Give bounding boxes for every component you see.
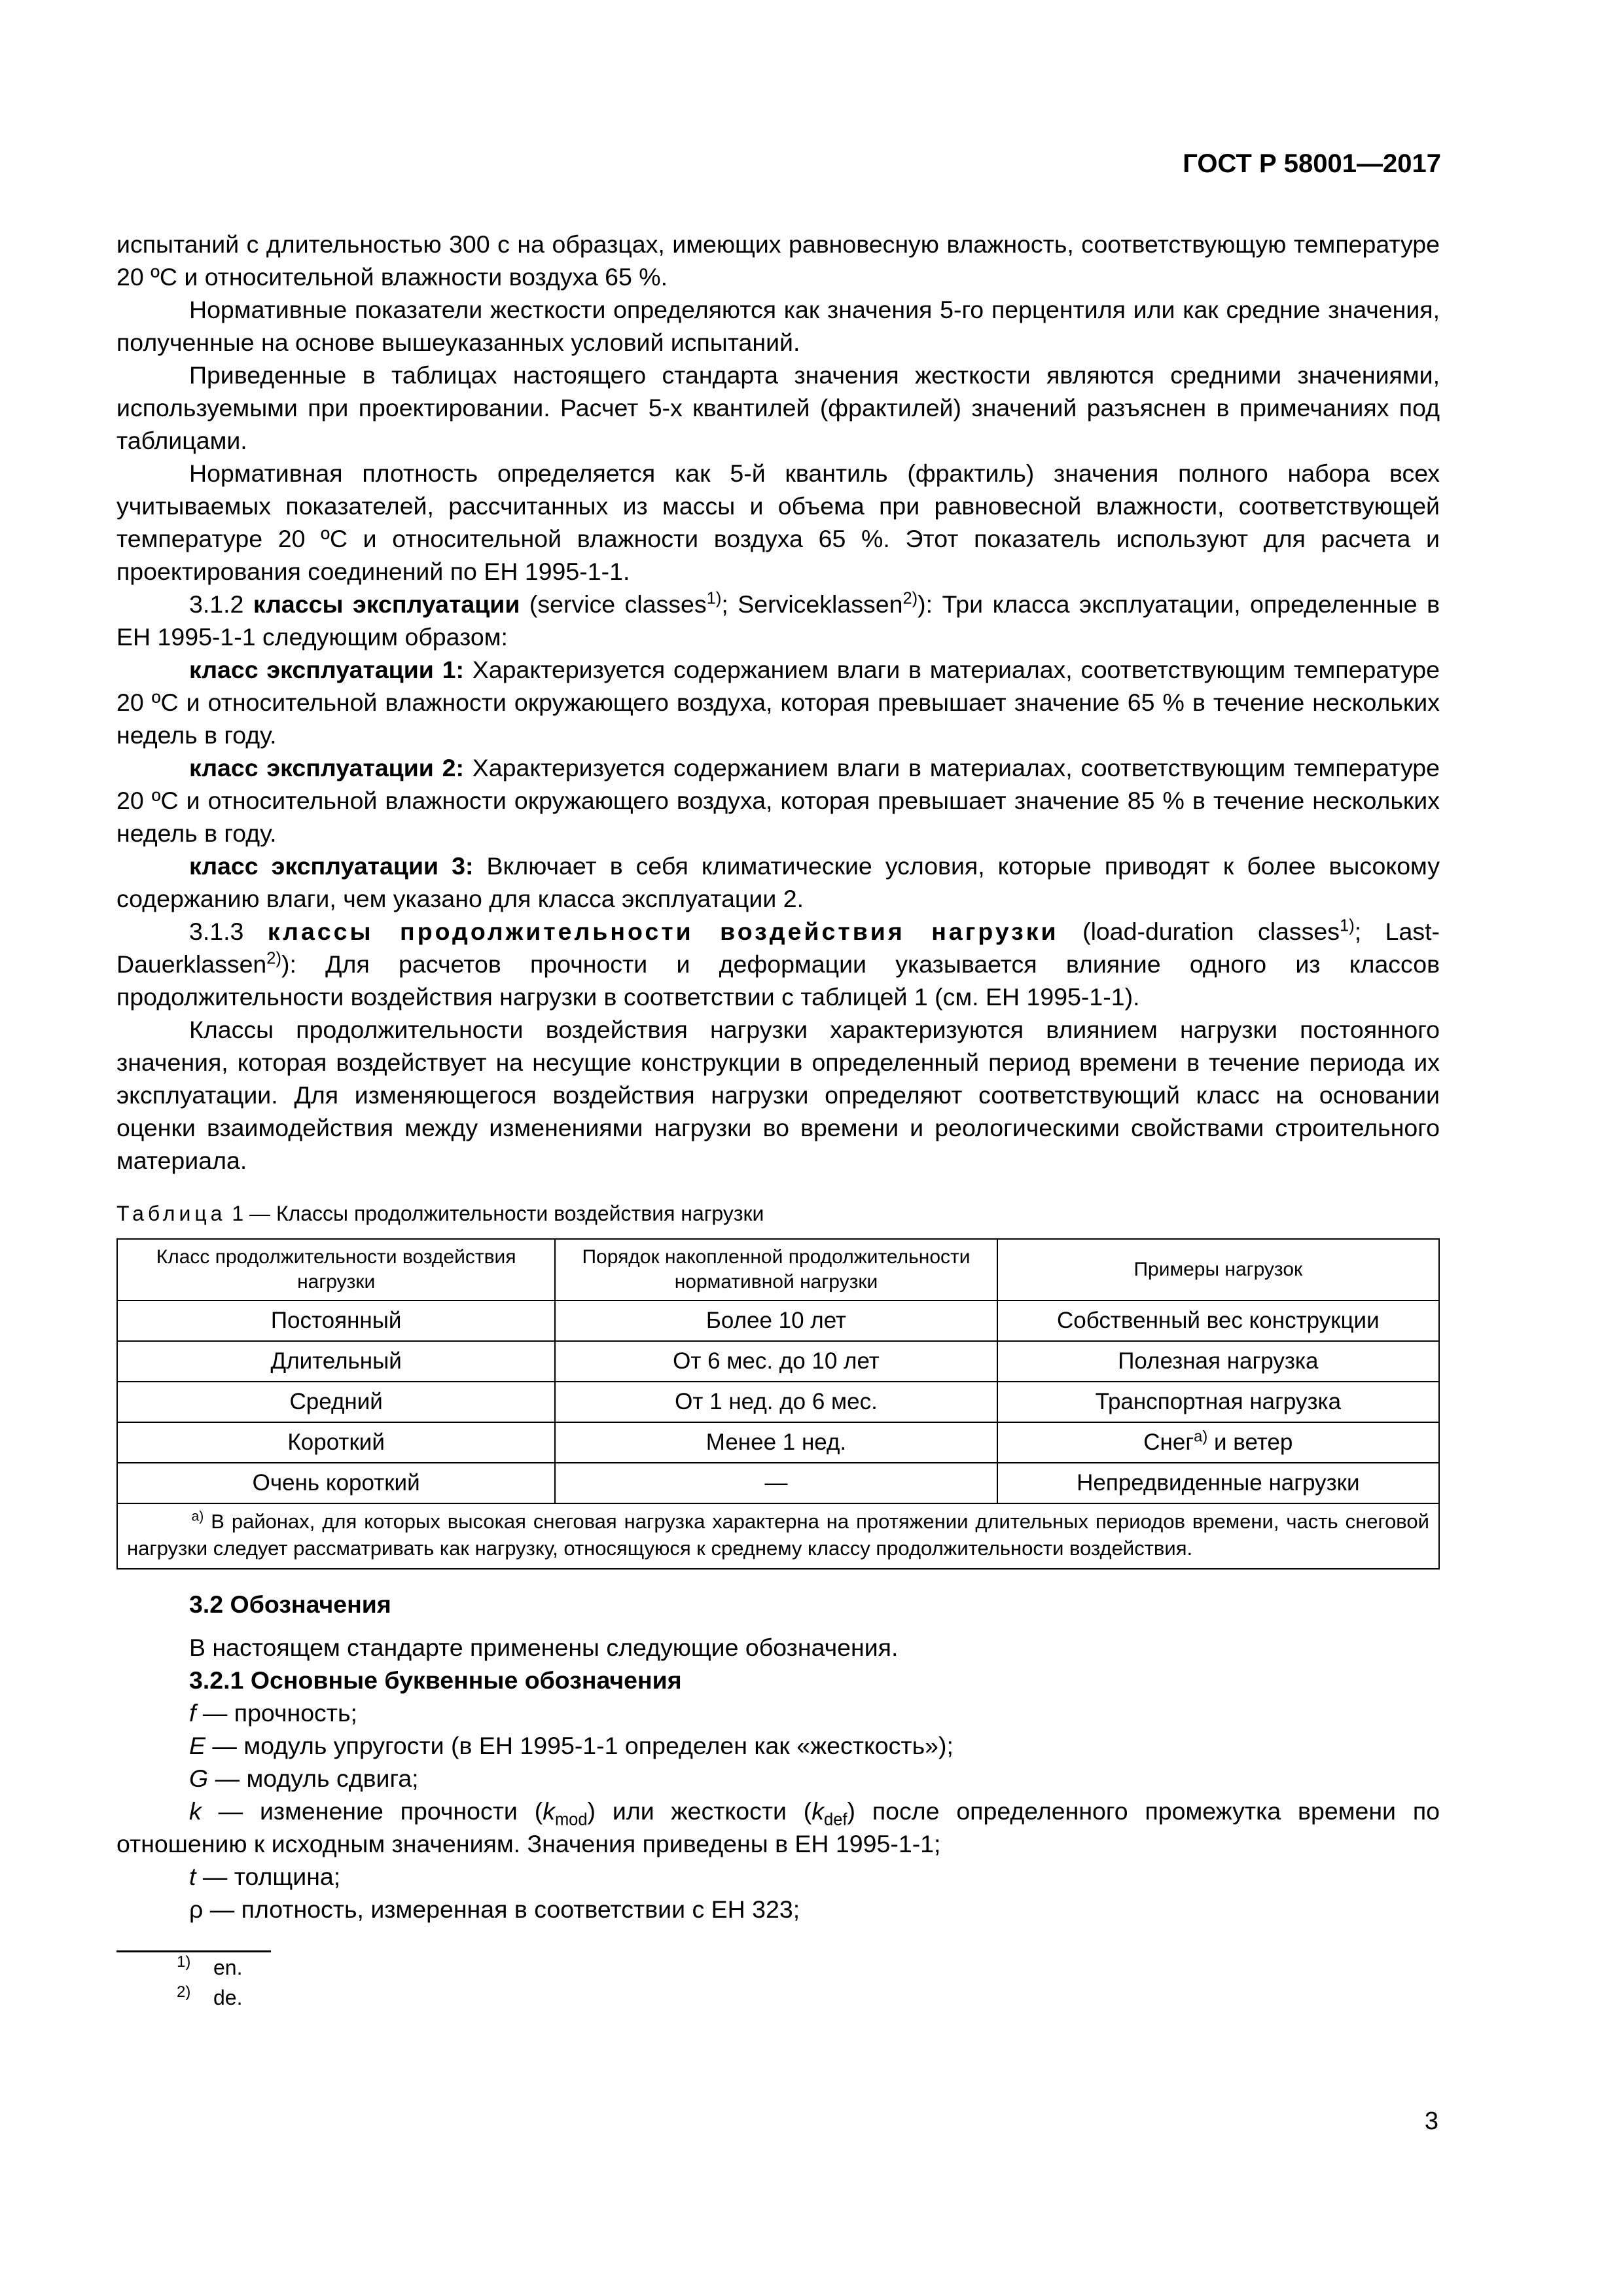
load-duration-table [116, 1238, 1440, 1570]
footnote-ref: 1) [706, 589, 722, 608]
page-number: 3 [1424, 2108, 1438, 2135]
service-class-2: класс эксплуатации 2: Характеризуется содержанием влаги в материалах, соответствующим температуре 20 ºС и относительной влажности окружающего воздуха, которая превышает значение 85 % в течение нескольких недель в году. [116, 754, 1440, 847]
table-cell: Полезная нагрузка [997, 1341, 1439, 1382]
service-class-3: класс эксплуатации 3: Включает в себя климатические условия, которые приводят к более высокому содержанию влаги, чем указано для класса эксплуатации 2. [116, 852, 1440, 912]
footnote-ref: 2) [266, 949, 281, 968]
symbol-g: G — модуль сдвига; [189, 1765, 419, 1792]
paragraph: Классы продолжительности воздействия нагрузки характеризуются влиянием нагрузки постоянного значения, которая воздействует на несущие конструкции в определенный период времени в течение периода их эксплуатации. Для изменяющегося воздействия нагрузки определяют соответствующий класс на основании оценки взаимодействия между изменениями нагрузки во времени и реологическими свойствами строительного материала. [116, 1016, 1440, 1174]
table-cell: От 6 мес. до 10 лет [555, 1341, 997, 1382]
section-title: 3.2 Обозначения [189, 1590, 391, 1618]
footnote-ref: a) [1194, 1427, 1208, 1446]
table-cell: Очень короткий [117, 1463, 555, 1503]
table-cell: Снег$^{a)}$ и ветер [997, 1422, 1439, 1463]
table-cell: Постоянный [117, 1300, 555, 1341]
term-paragraph-load-duration: 3.1.3 классы продолжительности воздействия нагрузки (load-duration classes$^{1)}$; Last-Dauerklassen$^{2)}$): Для расчетов прочности и деформации указывается влияние одного из классов продолжительности воздействия нагрузки в соответствии с таблицей 1 (см. ЕН 1995-1-1). [116, 916, 1440, 1011]
note-mark: а) [191, 1509, 204, 1524]
footnote-ref: 2) [902, 589, 918, 608]
table-cell: Средний [117, 1382, 555, 1422]
table-header: Класс продолжительности воздействия нагрузки [117, 1239, 555, 1300]
symbol-k: k — изменение прочности $(k_{mod})$ или жесткости $(k_{def})$ после определенного промежутка времени по отношению к исходным значениям. Значения приведены в ЕН 1995-1-1; [116, 1797, 1440, 1857]
table-header: Порядок накопленной продолжительности нормативной нагрузки [555, 1239, 997, 1300]
paragraph: Приведенные в таблицах настоящего стандарта значения жесткости являются средними значениями, используемыми при проектировании. Расчет 5-х квантилей (фрактилей) значений разъяснен в примечаниях под таблицами. [116, 361, 1440, 454]
table-cell: — [555, 1463, 997, 1503]
table-cell: Длительный [117, 1341, 555, 1382]
table-cell: Короткий [117, 1422, 555, 1463]
table-row [117, 1341, 1439, 1382]
footnote-ref: 1) [1340, 916, 1355, 935]
clause-number: 3.1.3 [189, 918, 244, 945]
table-header-row [117, 1239, 1439, 1300]
table-cell: Транспортная нагрузка [997, 1382, 1439, 1422]
table-cell: Собственный вес конструкции [997, 1300, 1439, 1341]
term-paragraph-service-classes: 3.1.2 классы эксплуатации (service classes$^{1)}$; Serviceklassen$^{2)}$): Три класса эксплуатации, определенные в ЕН 1995-1-1 следующим образом: [116, 589, 1440, 651]
table-cell: Непредвиденные нагрузки [997, 1463, 1439, 1503]
symbol-rho: ρ — плотность, измеренная в соответствии с ЕН 323; [189, 1895, 800, 1923]
paragraph: В настоящем стандарте применены следующие обозначения. [189, 1634, 899, 1661]
paragraph: Нормативные показатели жесткости определяются как значения 5-го перцентиля или как средние значения, полученные на основе вышеуказанных условий испытаний. [116, 296, 1440, 356]
table-note: $^{а)}$ В районах, для которых высокая снеговая нагрузка характерна на протяжении длительных периодов времени, часть снеговой нагрузки следует рассматривать как нагрузку, относящуюся к среднему классу продолжительности воздействия. [117, 1503, 1439, 1569]
symbol-e: E — модуль упругости (в ЕН 1995-1-1 определен как «жесткость»); [189, 1732, 954, 1759]
footnote: $^{2)}$ de. [177, 1983, 243, 2009]
paragraph: испытаний с длительностью 300 с на образцах, имеющих равновесную влажность, соответствующую температуре 20 ºС и относительной влажности воздуха 65 %. [116, 230, 1440, 291]
table-row [117, 1300, 1439, 1341]
subsection-title: 3.2.1 Основные буквенные обозначения [189, 1666, 682, 1694]
footnote: $^{1)}$ en. [177, 1953, 243, 1979]
table-cell: Менее 1 нед. [555, 1422, 997, 1463]
paragraph: Нормативная плотность определяется как 5-й квантиль (фрактиль) значения полного набора всех учитываемых показателей, рассчитанных из массы и объема при равновесной влажности, соответствующей температуре 20 ºС и относительной влажности воздуха 65 %. Этот показатель используют для расчета и проектирования соединений по ЕН 1995-1-1. [116, 459, 1440, 585]
table-cell: Более 10 лет [555, 1300, 997, 1341]
table-header: Примеры нагрузок [997, 1239, 1439, 1300]
term: классы продолжительности воздействия нагрузки [267, 918, 1059, 945]
symbol-f: f — прочность; [189, 1699, 357, 1727]
term: классы эксплуатации [253, 590, 520, 618]
table-cell: От 1 нед. до 6 мес. [555, 1382, 997, 1422]
page-content [116, 228, 1440, 2013]
table-row [117, 1422, 1439, 1463]
document-code: ГОСТ Р 58001—2017 [1183, 149, 1441, 178]
service-class-1: класс эксплуатации 1: Характеризуется содержанием влаги в материалах, соответствующим температуре 20 ºС и относительной влажности окружающего воздуха, которая превышает значение 65 % в течение нескольких недель в году. [116, 656, 1440, 749]
table-row [117, 1463, 1439, 1503]
table-note-row [117, 1503, 1439, 1569]
symbol-t: t — толщина; [189, 1863, 341, 1890]
table-caption: Таблица 1 — Классы продолжительности воздействия нагрузки [116, 1202, 764, 1225]
table-row [117, 1382, 1439, 1422]
clause-number: 3.1.2 [189, 590, 244, 618]
